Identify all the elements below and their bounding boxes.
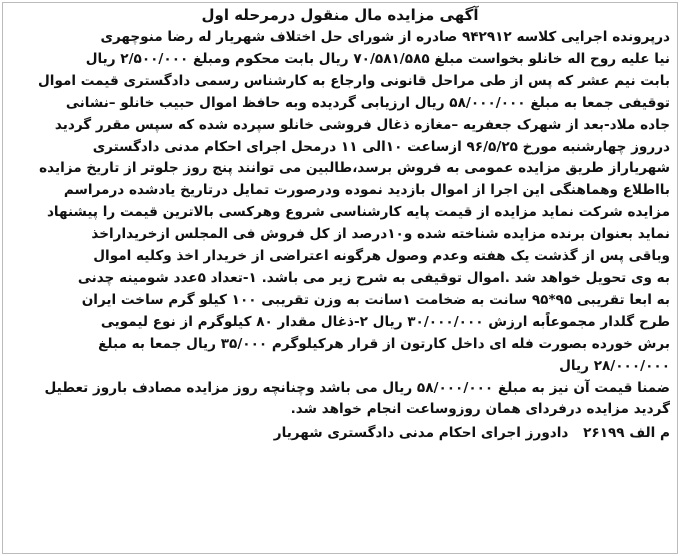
notice-title: آگهی مزایده مال منقول درمرحله اول <box>201 6 479 24</box>
notice-line: نماید بعنوان برنده مزایده شناخته شده و۱۰درصد از کل فروش فی المجلس ازخریداراخذ <box>91 226 670 243</box>
notice-line: مزایده شرکت نماید مزایده از قیمت پایه کارشناسی شروع وهرکسی بالاترین قیمت را پیشنهاد <box>46 204 670 221</box>
page-border <box>2 2 678 554</box>
notice-line: بابت نیم عشر که پس از طی مراحل قانونی وارجاع به کارشناس رسمی دادگستری قیمت اموال <box>37 72 670 89</box>
notice-line: وباقی پس از گذشت یک هفته وعدم وصول هرگونه اعتراضی از خریدار اخذ وکلیه اموال <box>93 248 670 265</box>
notice-line: شهریاراز طریق مزایده عمومی به فروش برسد،طالبین می توانند پنج روز جلوتر از تاریخ مزایده <box>39 160 670 177</box>
notice-line: ۲۸/۰۰۰/۰۰۰ ریال <box>559 357 670 374</box>
notice-line: برش خورده بصورت فله ای داخل کارتون از قرار هرکیلوگرم ۳۵/۰۰۰ ریال جمعا به مبلغ <box>98 335 670 352</box>
notice-line: درپرونده اجرایی کلاسه ۹۴۲۹۱۲ صادره از شورای حل اختلاف شهریار له رضا منوچهری <box>100 29 670 45</box>
notice-line: به وی تحویل خواهد شد .اموال توقیفی به شرح زیر می باشد. ۱-تعداد ۵عدد شومینه چدنی <box>77 269 670 286</box>
signature-line: دادورز اجرای احکام مدنی دادگستری شهریار <box>273 425 569 442</box>
reference-number: م الف ۲۶۱۹۹ <box>583 425 670 442</box>
notice-line: به ابعا تقریبی ۹۵*۹۵ سانت به ضخامت ۱سانت به وزن تقریبی ۱۰۰ کیلو گرم ساخت ایران <box>81 291 670 308</box>
notice-line: طرح گلدار مجموعاًبه ارزش ۳۰/۰۰۰/۰۰۰ ریال ۲-ذغال مقدار ۸۰ کیلوگرم از نوع لیمویی <box>100 313 670 330</box>
notice-line: ضمنا قیمت آن نیز به مبلغ ۵۸/۰۰۰/۰۰۰ ریال می باشد وچنانچه روز مزایده مصادف باروز تعطیل <box>44 379 670 396</box>
notice-line: جاده ملاد-بعد از شهرک جعفریه –مغازه ذغال فروشی خانلو سپرده شده که سپس مقرر گردید <box>54 116 670 133</box>
notice-line: نیا علیه روح اله خانلو بخواست مبلغ ۷۰/۵۸۱/۵۸۵ ریال بابت محکوم ومبلغ ۲/۵۰۰/۰۰۰ ریال <box>85 50 670 67</box>
notice-line: توقیفی جمعا به مبلغ ۵۸/۰۰۰/۰۰۰ ریال ارزیابی گردیده وبه حافظ اموال حبیب خانلو –نشانی <box>65 94 670 111</box>
notice-line: درروز چهارشنبه مورخ ۹۶/۵/۲۵ ازساعت ۱۰الی ۱۱ درمحل اجرای احکام مدنی دادگستری <box>92 138 670 155</box>
notice-line: بااطلاع وهماهنگی این اجرا از اموال بازدید نموده ودرصورت تمایل درتاریخ یادشده درمراسم <box>63 182 670 199</box>
notice-line: گردید مزایده درفردای همان روزوساعت انجام خواهد شد. <box>290 401 670 418</box>
